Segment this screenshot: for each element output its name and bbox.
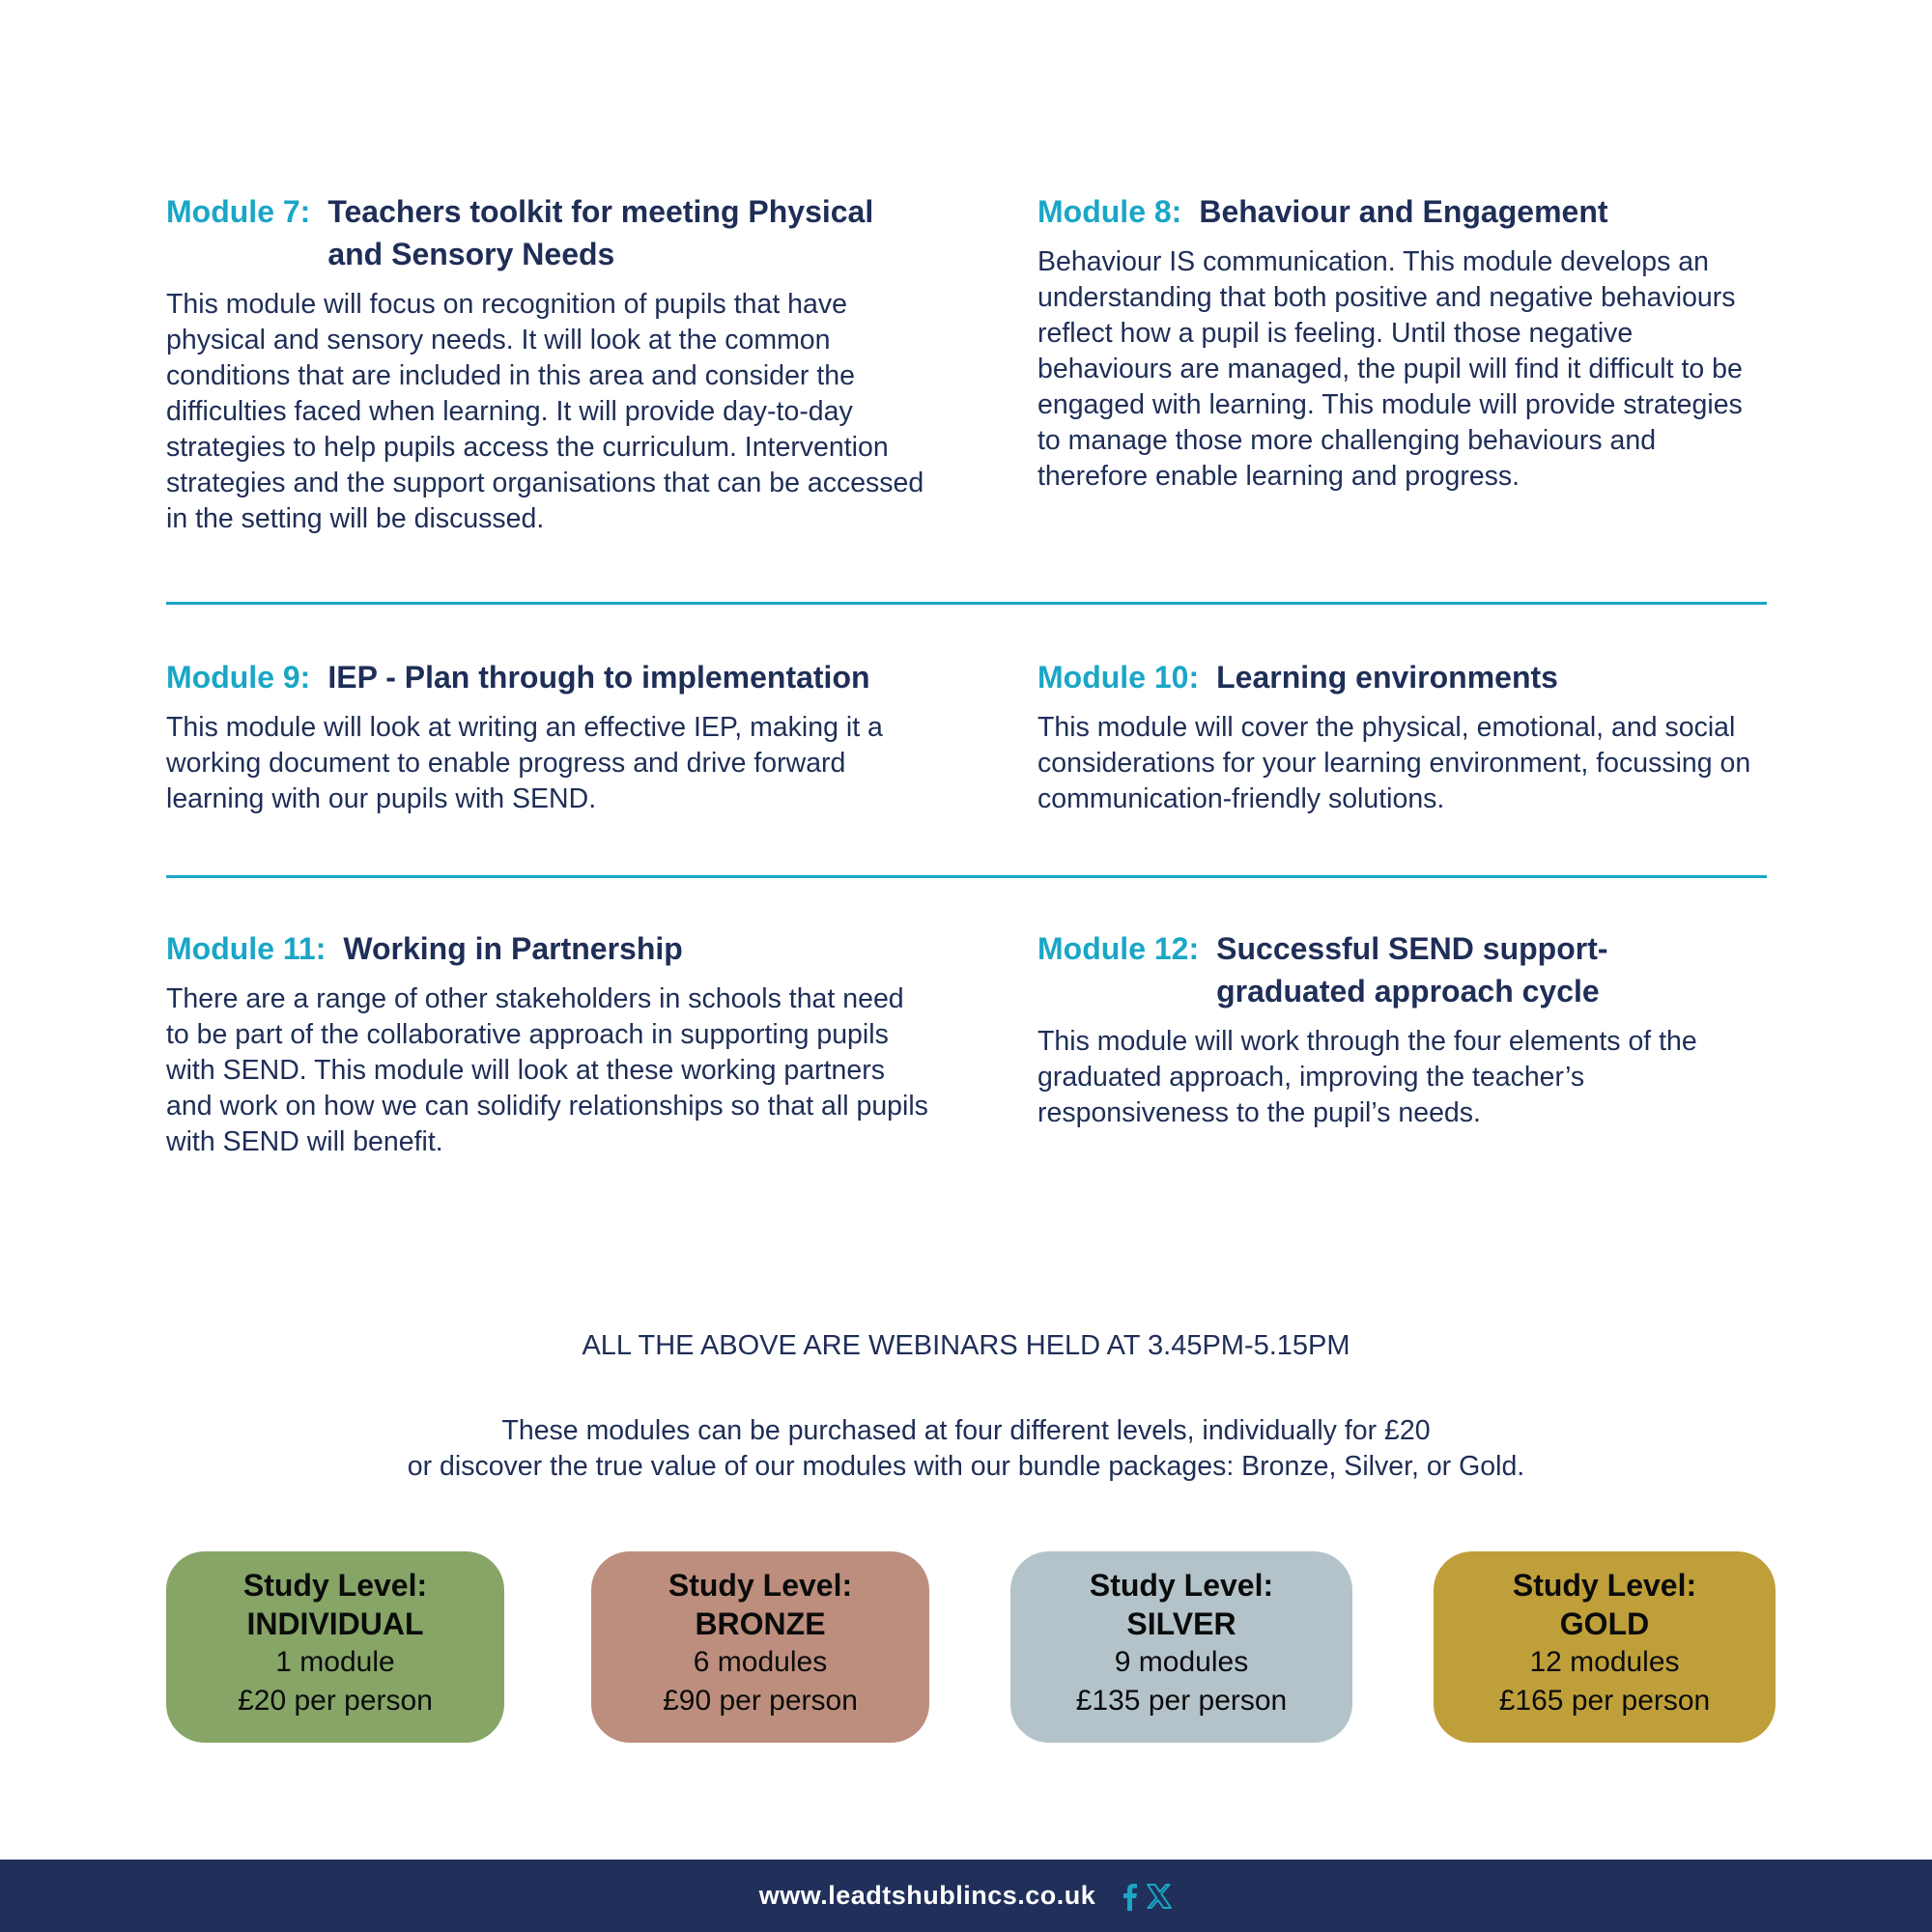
module-7	[166, 190, 939, 537]
study-level-individual-card	[166, 1551, 504, 1743]
module-number: Module 8:	[1037, 194, 1182, 229]
study-level-name: GOLD	[1559, 1606, 1650, 1641]
module-number: Module 11:	[166, 931, 327, 966]
study-level-name: SILVER	[1126, 1606, 1236, 1641]
module-heading	[1037, 927, 1772, 1012]
module-number: Module 12:	[1037, 931, 1200, 966]
module-title: Learning environments	[1216, 660, 1558, 695]
study-level-price: £165 per person	[1498, 1685, 1711, 1717]
webinar-note: ALL THE ABOVE ARE WEBINARS HELD AT 3.45PM-5.15PM	[582, 1330, 1350, 1361]
module-description: This module will focus on recognition of pupils that have physical and sensory needs. It will look at the common conditions that are included in this area and consider the difficulties faced when learning. It will provide day-to-day strategies to help pupils access the curriculum. Intervention strategies and the support organisations that can be accessed in the setting will be discussed.	[166, 289, 924, 534]
module-number: Module 9:	[166, 660, 311, 695]
module-number: Module 10:	[1037, 660, 1200, 695]
module-description: This module will look at writing an effective IEP, making it a working document to enable progress and drive forward learning with our pupils with SEND.	[166, 712, 883, 814]
purchase-line-1: These modules can be purchased at four different levels, individually for £20	[501, 1415, 1431, 1446]
study-level-price: £20 per person	[238, 1685, 433, 1717]
module-description: Behaviour IS communication. This module develops an understanding that both positive and negative behaviours reflect how a pupil is feeling. Until those negative behaviours are managed, the pupil will find it difficult to be engaged with learning. This module will provide strategies to manage those more challenging behaviours and therefore enable learning and progress.	[1037, 246, 1743, 492]
module-description: This module will work through the four elements of the graduated approach, improving the teacher’s responsiveness to the pupil’s needs.	[1037, 1026, 1697, 1128]
facebook-icon[interactable]	[1121, 1882, 1138, 1911]
study-level-price: £90 per person	[663, 1685, 858, 1717]
study-level-heading: Study Level:	[1512, 1568, 1697, 1603]
module-title: Teachers toolkit for meeting Physical and Sensory Needs	[327, 194, 874, 271]
study-level-modules: 12 modules	[1529, 1646, 1680, 1678]
study-level-silver-card	[1010, 1551, 1352, 1743]
module-heading	[1037, 656, 1772, 698]
module-heading	[1037, 190, 1772, 233]
study-level-name: INDIVIDUAL	[246, 1606, 424, 1641]
study-level-bronze-card	[591, 1551, 929, 1743]
module-11	[166, 927, 929, 1160]
module-title: Working in Partnership	[343, 931, 683, 966]
module-title: IEP - Plan through to implementation	[327, 660, 870, 695]
module-heading	[166, 190, 939, 275]
study-level-modules: 9 modules	[1114, 1646, 1249, 1678]
study-level-heading: Study Level:	[1089, 1568, 1274, 1603]
module-heading	[166, 656, 920, 698]
module-description: There are a range of other stakeholders in schools that need to be part of the collaborative approach in supporting pupils with SEND. This module will look at these working partners and work on how we can solidify relationships so that all pupils with SEND will benefit.	[166, 983, 928, 1157]
module-10	[1037, 656, 1772, 817]
section-divider	[166, 602, 1767, 605]
study-level-name: BRONZE	[695, 1606, 826, 1641]
study-level-modules: 6 modules	[693, 1646, 828, 1678]
study-level-modules: 1 module	[275, 1646, 395, 1678]
footer-bar	[0, 1860, 1932, 1932]
module-title: Behaviour and Engagement	[1199, 194, 1608, 229]
study-level-heading: Study Level:	[242, 1568, 428, 1603]
website-link[interactable]: www.leadtshublincs.co.uk	[758, 1881, 1096, 1910]
study-level-price: £135 per person	[1075, 1685, 1288, 1717]
study-level-heading: Study Level:	[668, 1568, 853, 1603]
module-heading	[166, 927, 929, 970]
module-8	[1037, 190, 1772, 495]
x-icon[interactable]	[1146, 1883, 1173, 1910]
module-number: Module 7:	[166, 194, 311, 229]
module-description: This module will cover the physical, emotional, and social considerations for your learning environment, focussing on communication-friendly solutions.	[1037, 712, 1751, 814]
module-12	[1037, 927, 1772, 1131]
module-title: Successful SEND support-graduated approach cycle	[1216, 931, 1608, 1009]
module-9	[166, 656, 920, 817]
purchase-line-2: or discover the true value of our modules with our bundle packages: Bronze, Silver, or Gold.	[407, 1451, 1525, 1482]
section-divider	[166, 875, 1767, 878]
study-level-gold-card	[1434, 1551, 1776, 1743]
